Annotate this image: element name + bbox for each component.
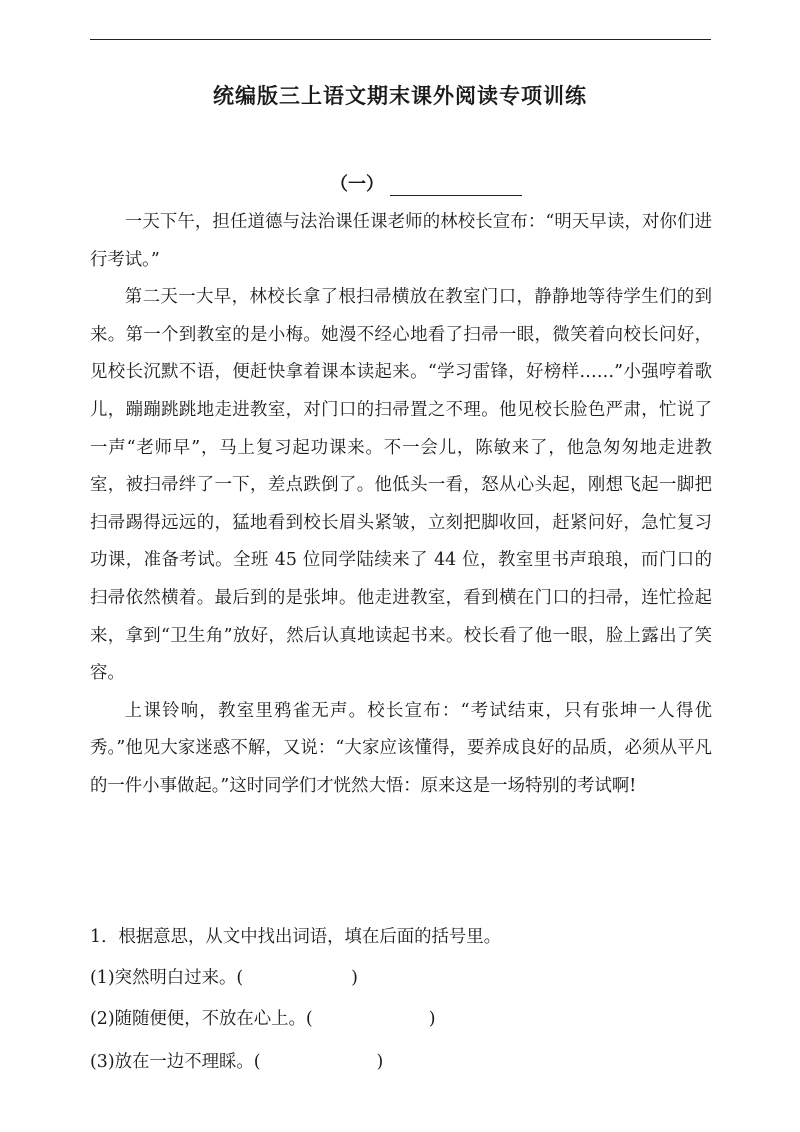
question-prompt: 1．根据意思，从文中找出词语，填在后面的括号里。: [90, 927, 502, 947]
paragraph: 第二天一大早，林校长拿了根扫帚横放在教室门口，静静地等待学生们的到来。第一个到教室的是小梅。她漫不经心地看了扫帚一眼，微笑着向校长问好，见校长沉默不语，便赶快拿着课本读起来。“学习雷锋，好榜样……”小强哼着歌儿，蹦蹦跳跳地走进教室，对门口的扫帚置之不理。他见校长脸色严肃，忙说了一声“老师早”，马上复习起功课来。不一会儿，陈敏来了，他急匆匆地走进教室，被扫帚绊了一下，差点跌倒了。他低头一看，怒从心头起，刚想飞起一脚把扫帚踢得远远的，猛地看到校长眉头紧皱，立刻把脚收回，赶紧问好，急忙复习功课，准备考试。全班 45 位同学陆续来了 44 位，教室里书声琅琅，而门口的扫帚依然横着。最后到的是张坤。他走进教室，看到横在门口的扫帚，连忙捡起来，拿到“卫生角”放好，然后认真地读起书来。校长看了他一眼，脸上露出了笑容。: [90, 287, 712, 684]
page-title: 统编版三上语文期末课外阅读专项训练: [213, 84, 587, 108]
paragraph: 上课铃响，教室里鸦雀无声。校长宣布：“考试结束，只有张坤一人得优秀。”他见大家迷惑不解，又说：“大家应该懂得，要养成良好的品质，必须从平凡的一件小事做起。”这时同学们才恍然大悟：原来这是一场特别的考试啊!: [90, 700, 712, 796]
section-heading: [330, 168, 522, 196]
question-item: (2)随随便便，不放在心上。( ): [90, 1009, 436, 1029]
header-rule: [90, 39, 711, 40]
section-label: （一）: [330, 174, 384, 195]
question-item: (3)放在一边不理睬。( ): [90, 1052, 384, 1072]
reading-passage: [90, 204, 712, 806]
question-item: (1)突然明白过来。( ): [90, 968, 358, 988]
paragraph: 一天下午，担任道德与法治课任课老师的林校长宣布：“明天早读，对你们进行考试。”: [90, 212, 712, 270]
section-title-blank: [390, 175, 522, 196]
